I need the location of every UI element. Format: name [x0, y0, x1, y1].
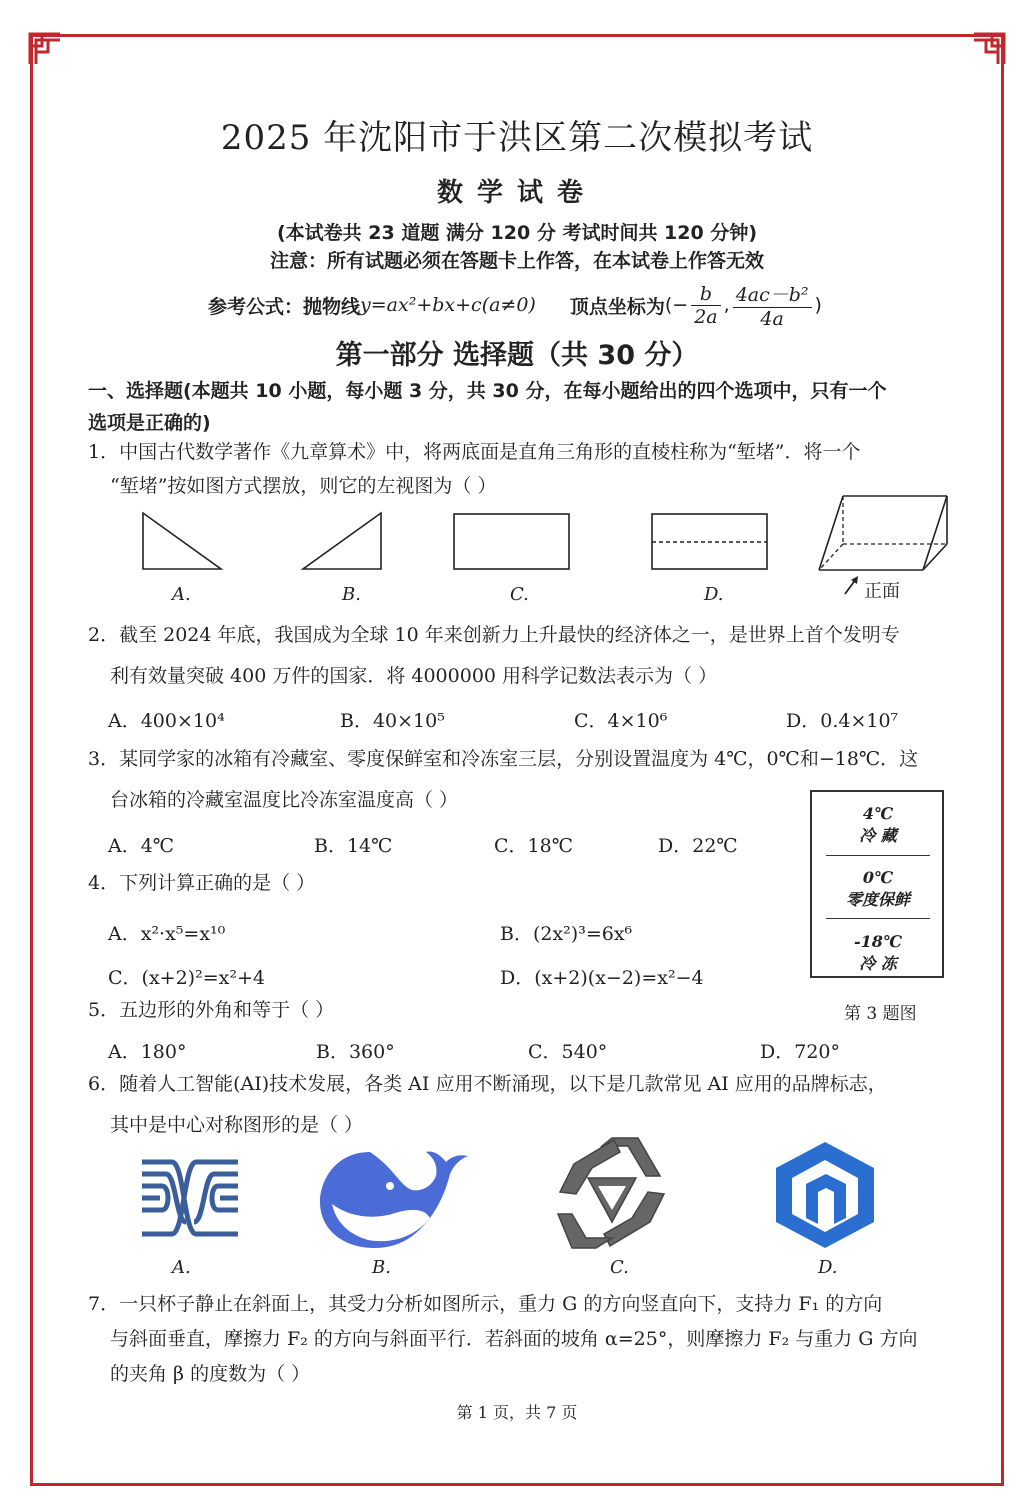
q5-option-c: C．540° — [528, 1041, 608, 1063]
q6-logo-d-icon — [770, 1138, 880, 1252]
q4-option-b: B．(2x²)³=6x⁶ — [500, 923, 633, 945]
q1-text-line1: 1．中国古代数学著作《九章算术》中，将两底面是直角三角形的直棱柱称为“堑堵”．将一个 — [88, 441, 861, 463]
q5-option-b: B．360° — [316, 1041, 395, 1063]
section-instructions-line2: 选项是正确的) — [88, 412, 211, 434]
corner-ornament-top-left — [28, 32, 62, 66]
q5-text-line1: 5．五边形的外角和等于（ ） — [88, 999, 335, 1021]
q6-label-b: B. — [372, 1257, 391, 1278]
formula-prefix: 参考公式：抛物线 — [208, 295, 361, 318]
q3-text-line2: 台冰箱的冷藏室温度比冷冻室温度高（ ） — [110, 789, 459, 811]
q1-label-d: D. — [704, 584, 724, 605]
q2-option-c: C．4×10⁶ — [574, 710, 668, 732]
q4-text-line1: 4．下列计算正确的是（ ） — [88, 872, 316, 894]
q3-option-b: B．14℃ — [314, 835, 393, 857]
corner-ornament-top-right — [972, 32, 1006, 66]
q1-label-c: C. — [510, 584, 529, 605]
q2-option-b: B．40×10⁵ — [340, 710, 445, 732]
q3-option-c: C．18℃ — [494, 835, 573, 857]
q1-label-a: A. — [172, 584, 191, 605]
fridge-fridge-name: 冷 藏 — [859, 826, 897, 845]
vertex-x-fraction — [691, 283, 720, 328]
vertex-x-denominator: 2a — [694, 305, 718, 328]
fridge-zero-name: 零度保鲜 — [845, 890, 910, 909]
exam-title: 2025 年沈阳市于洪区第二次模拟考试 — [220, 118, 814, 158]
comma: , — [723, 294, 730, 316]
q6-logo-b-icon — [318, 1146, 470, 1250]
q3-option-a: A．4℃ — [108, 835, 175, 857]
q1-text-line2: “堑堵”按如图方式摆放，则它的左视图为（ ） — [110, 475, 497, 497]
q6-text-line1: 6．随着人工智能(AI)技术发展，各类 AI 应用不断涌现，以下是几款常见 AI 应用的品牌标志， — [88, 1073, 887, 1095]
q4-option-a: A．x²·x⁵=x¹⁰ — [108, 923, 226, 945]
page-footer: 第 1 页，共 7 页 — [456, 1403, 578, 1422]
formula-vertex-label: 顶点坐标为 — [569, 295, 665, 318]
q1-option-c-figure — [452, 512, 572, 572]
q2-text-line1: 2．截至 2024 年底，我国成为全球 10 年来创新力上升最快的经济体之一，是世界上首个发明专 — [88, 624, 900, 646]
exam-subtitle: 数学试卷 — [436, 178, 597, 208]
q1-option-b-figure — [300, 510, 384, 572]
q6-logo-a-icon — [140, 1156, 240, 1240]
q7-text-line1: 7．一只杯子静止在斜面上，其受力分析如图所示，重力 G 的方向竖直向下，支持力 F₁ 的方向 — [88, 1293, 883, 1315]
front-label: 正面 — [864, 581, 900, 602]
part-title: 第一部分 选择题（共 30 分） — [335, 340, 699, 371]
q4-option-d: D．(x+2)(x−2)=x²−4 — [500, 967, 704, 989]
vertex-y-denominator: 4a — [760, 308, 784, 330]
q5-option-a: A．180° — [108, 1041, 187, 1063]
fridge-divider — [826, 918, 930, 919]
q3-text-line1: 3．某同学家的冰箱有冷藏室、零度保鲜室和冷冻室三层，分别设置温度为 4℃，0℃和−18℃．这 — [88, 748, 919, 770]
q6-label-c: C. — [610, 1257, 629, 1278]
fridge-figure — [810, 790, 944, 978]
paren-open: (− — [664, 294, 689, 316]
q6-label-d: D. — [818, 1257, 838, 1278]
formula-expression: y=ax²+bx+c(a≠0) — [360, 294, 536, 316]
q1-label-b: B. — [342, 584, 361, 605]
q1-prism-figure — [815, 492, 955, 582]
paren-close: ) — [814, 294, 822, 316]
q5-option-d: D．720° — [760, 1041, 840, 1063]
exam-info: (本试卷共 23 道题 满分 120 分 考试时间共 120 分钟) — [276, 222, 758, 244]
vertex-y-fraction — [733, 280, 812, 330]
q7-text-line2: 与斜面垂直，摩擦力 F₂ 的方向与斜面平行．若斜面的坡角 α=25°，则摩擦力 F₂ 与重力 G 方向 — [110, 1328, 918, 1350]
front-arrow-icon — [842, 574, 862, 596]
vertex-x-numerator: b — [691, 283, 720, 306]
q2-option-d: D．0.4×10⁷ — [786, 710, 899, 732]
q1-option-d-figure — [650, 512, 770, 572]
fridge-divider — [826, 855, 930, 856]
fridge-freezer-temp: -18℃ — [853, 932, 903, 951]
q1-option-a-figure — [140, 510, 224, 572]
q6-label-a: A. — [172, 1257, 191, 1278]
vertex-y-numerator: 4ac－b² — [733, 280, 812, 308]
fridge-fridge-temp: 4℃ — [862, 804, 894, 823]
fridge-freezer-name: 冷 冻 — [859, 954, 897, 973]
q6-text-line2: 其中是中心对称图形的是（ ） — [110, 1114, 364, 1136]
q7-text-line3: 的夹角 β 的度数为（ ） — [110, 1363, 311, 1385]
q3-figure-caption: 第 3 题图 — [844, 1004, 917, 1024]
section-instructions-line1: 一、选择题(本题共 10 小题，每小题 3 分，共 30 分，在每小题给出的四个选项中，只有一个 — [88, 380, 887, 402]
exam-notice: 注意：所有试题必须在答题卡上作答，在本试卷上作答无效 — [269, 250, 764, 272]
q2-text-line2: 利有效量突破 400 万件的国家．将 4000000 用科学记数法表示为（ ） — [110, 665, 718, 687]
reference-formula — [208, 280, 822, 330]
q2-option-a: A．400×10⁴ — [108, 710, 225, 732]
fridge-zero-temp: 0℃ — [862, 868, 894, 887]
q6-logo-c-icon — [552, 1134, 672, 1252]
q3-option-d: D．22℃ — [658, 835, 738, 857]
q4-option-c: C．(x+2)²=x²+4 — [108, 967, 265, 989]
